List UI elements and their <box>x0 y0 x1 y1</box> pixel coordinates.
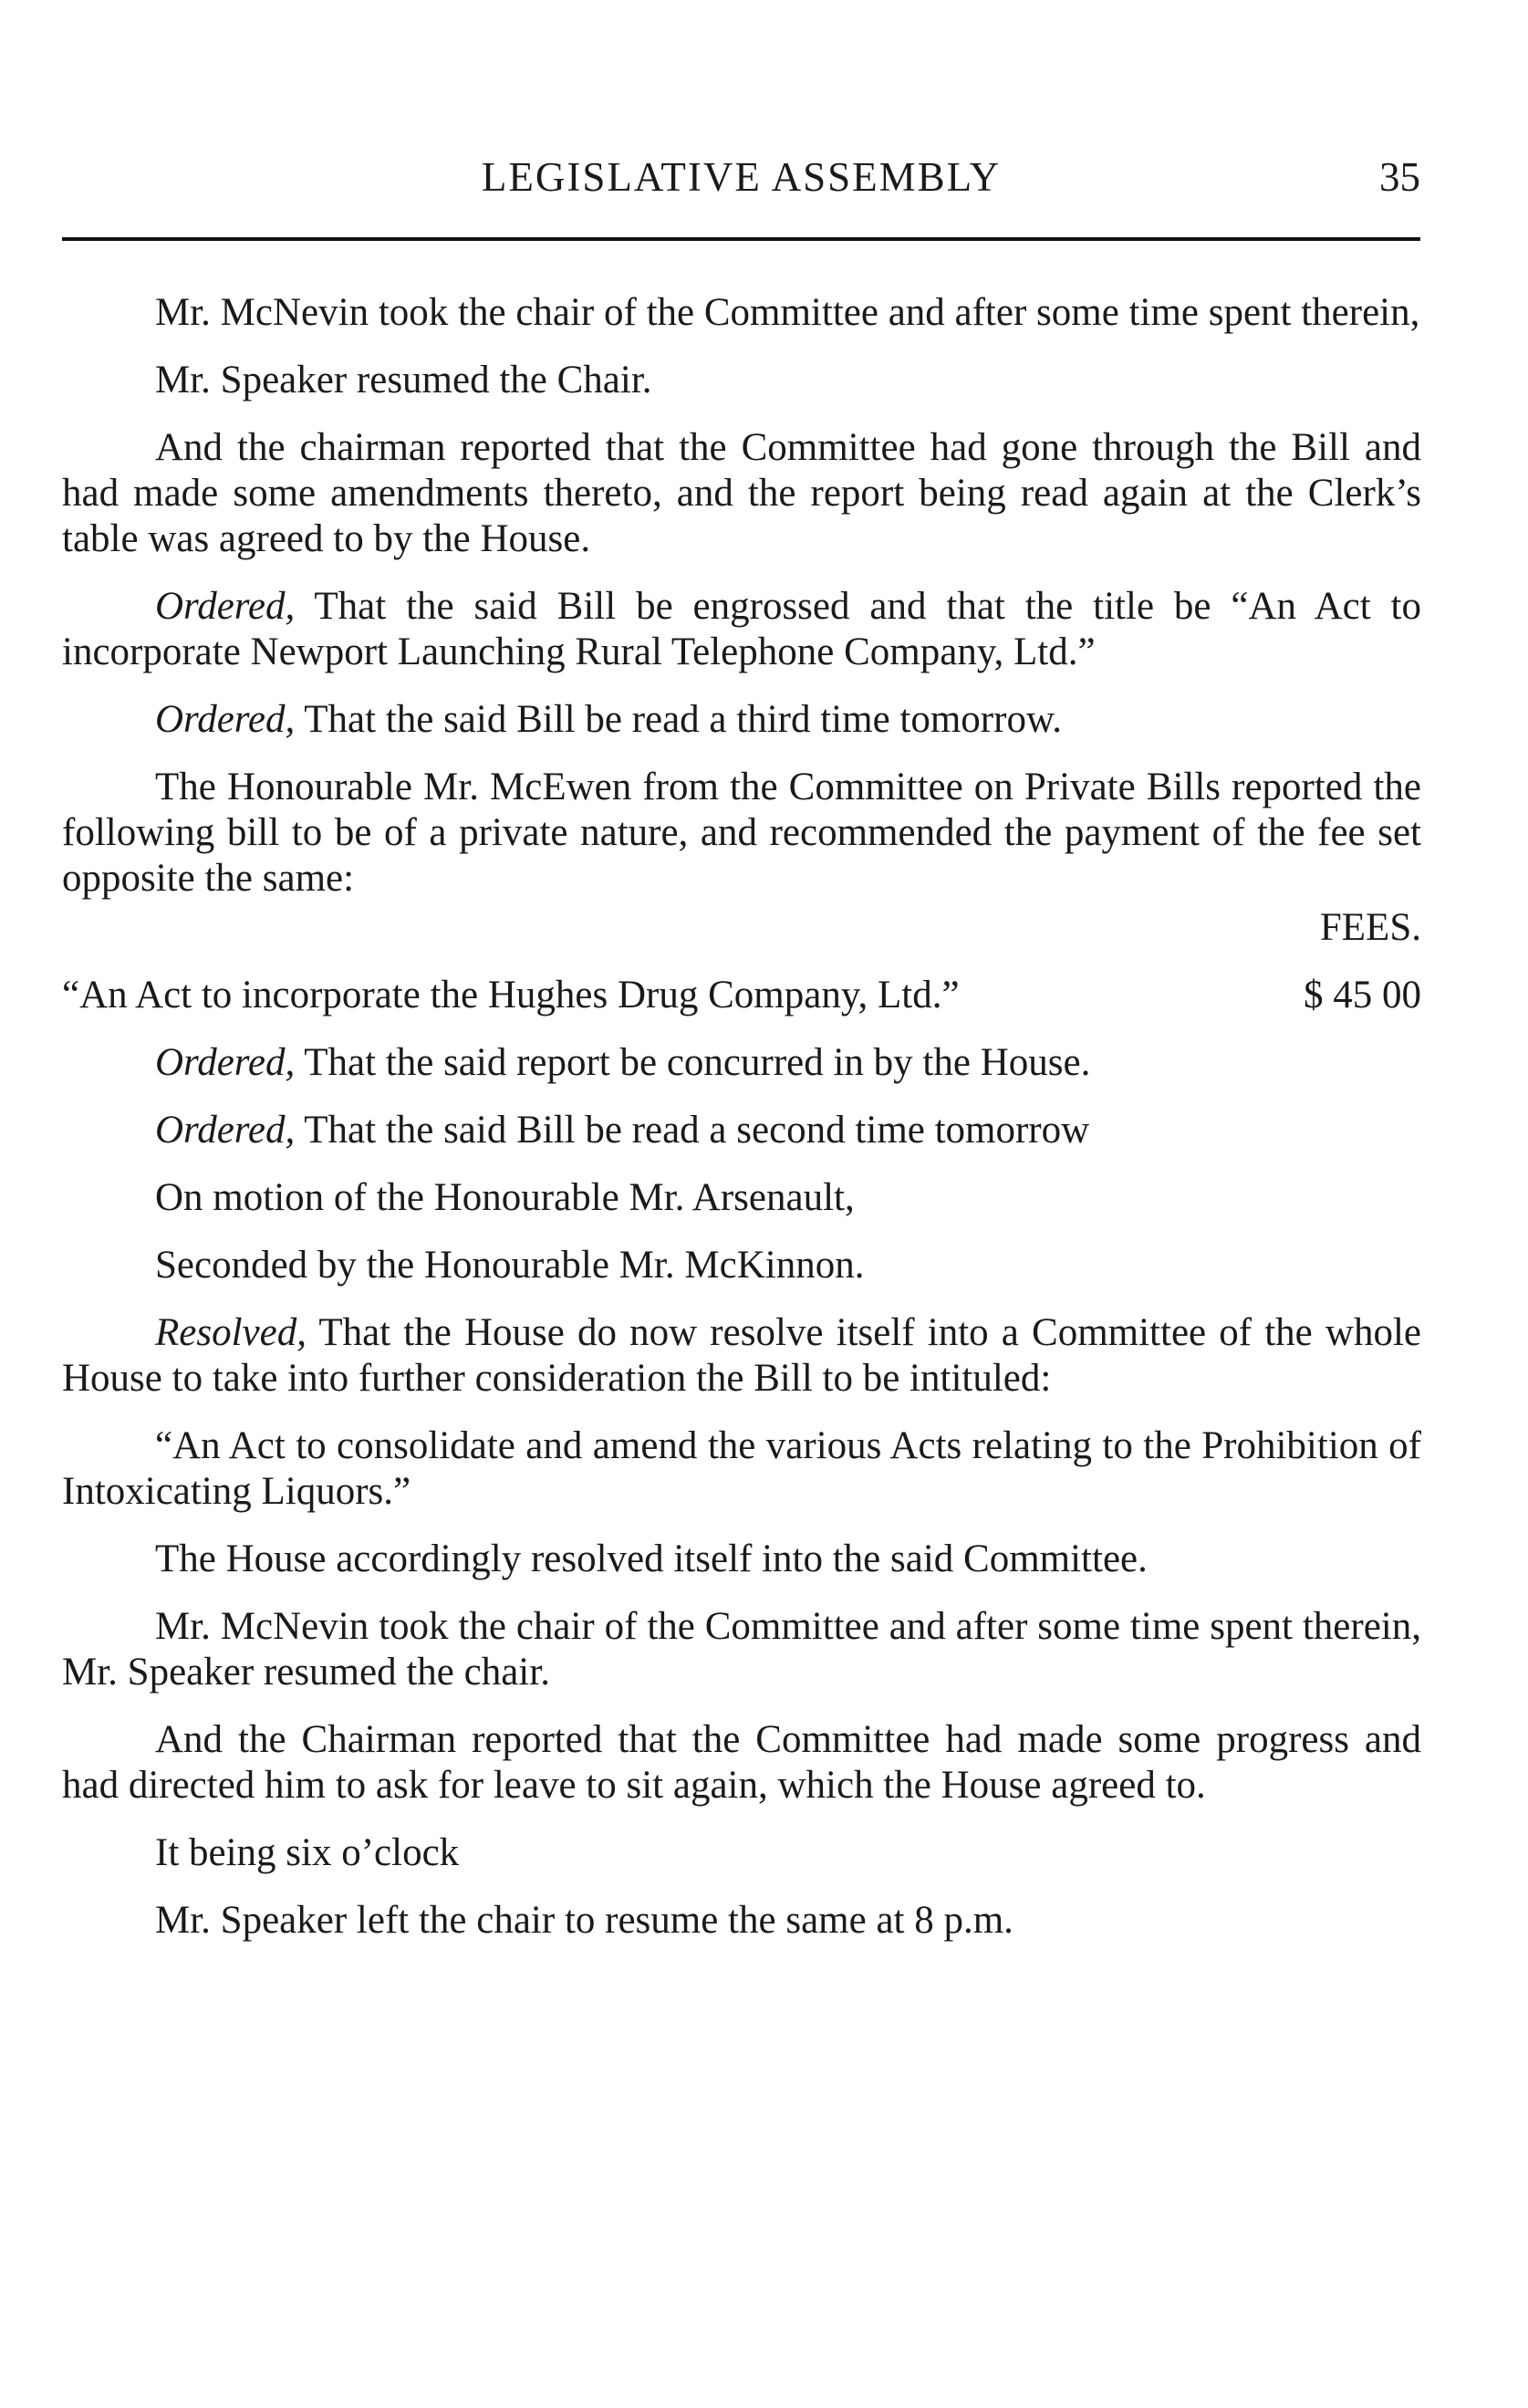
paragraph <box>62 1108 1421 1153</box>
paragraph-lead: Resolved, <box>155 1311 307 1354</box>
paragraph <box>62 697 1421 743</box>
fees-column-label: FEES. <box>1319 906 1421 949</box>
document-body <box>62 290 1421 1965</box>
paragraph-text: That the said report be concurred in by the House. <box>295 1041 1091 1084</box>
paragraph-lead: Ordered, <box>155 1041 296 1084</box>
paragraph-text: “An Act to consolidate and amend the various Acts relating to the Prohibition of Intoxicating Liquors.” <box>62 1424 1421 1513</box>
page-header <box>62 153 1420 208</box>
fee-amount: $ 45 00 <box>1304 974 1421 1016</box>
paragraph-text: Mr. McNevin took the chair of the Committee and after some time spent therein, <box>155 291 1420 334</box>
header-rule <box>62 237 1420 241</box>
paragraph-text: On motion of the Honourable Mr. Arsenault, <box>155 1176 855 1219</box>
paragraph <box>62 1310 1421 1402</box>
fee-row <box>62 973 1421 1018</box>
paragraph-text: The Honourable Mr. McEwen from the Committee on Private Bills reported the following bill to be of a private nature, and recommended the payment of the fee set opposite the same: <box>62 766 1421 900</box>
paragraph <box>62 1243 1421 1288</box>
paragraph-text: And the Chairman reported that the Committee had made some progress and had directed him to ask for leave to sit again, which the House agreed to. <box>62 1718 1421 1807</box>
fee-item: “An Act to incorporate the Hughes Drug Company, Ltd.” <box>62 974 960 1016</box>
paragraph-text: That the House do now resolve itself into a Committee of the whole House to take into further consideration the Bill to be intituled: <box>62 1311 1421 1400</box>
paragraph-text: And the chairman reported that the Committee had gone through the Bill and had made some amendments thereto, and the report being read again at the Clerk’s table was agreed to by the House. <box>62 426 1421 560</box>
paragraph-text: That the said Bill be read a second time tomorrow <box>295 1109 1090 1152</box>
paragraph <box>62 584 1421 675</box>
paragraph-lead: Ordered, <box>155 698 296 741</box>
paragraph <box>62 425 1421 562</box>
page-number: 35 <box>1379 154 1420 200</box>
paragraph <box>62 1040 1421 1086</box>
paragraph-lead: Ordered, <box>155 1109 296 1152</box>
paragraph <box>62 1717 1421 1809</box>
paragraph <box>62 1537 1421 1582</box>
paragraph <box>62 765 1421 902</box>
paragraph <box>62 358 1421 403</box>
paragraph <box>62 1604 1421 1695</box>
paragraph <box>62 1830 1421 1876</box>
paragraph-text: The House accordingly resolved itself into the said Committee. <box>155 1538 1148 1580</box>
paragraph-text: Mr. Speaker left the chair to resume the same at 8 p.m. <box>155 1899 1013 1942</box>
paragraph-text: It being six o’clock <box>155 1831 460 1874</box>
paragraph <box>62 1898 1421 1944</box>
running-title: LEGISLATIVE ASSEMBLY <box>481 154 1002 200</box>
paragraph <box>62 1423 1421 1515</box>
paragraph-lead: Ordered, <box>155 585 296 628</box>
paragraph-text: Seconded by the Honourable Mr. McKinnon. <box>155 1244 865 1287</box>
paragraph-text: Mr. McNevin took the chair of the Committee and after some time spent therein, Mr. Speaker resumed the chair. <box>62 1605 1421 1694</box>
paragraph-text: Mr. Speaker resumed the Chair. <box>155 359 652 401</box>
paragraph <box>62 290 1421 336</box>
paragraph-text: That the said Bill be read a third time tomorrow. <box>295 698 1062 741</box>
paragraph <box>62 1175 1421 1221</box>
paragraph-text: That the said Bill be engrossed and that the title be “An Act to incorporate Newport Launching Rural Telephone Company, Ltd.” <box>62 585 1421 673</box>
